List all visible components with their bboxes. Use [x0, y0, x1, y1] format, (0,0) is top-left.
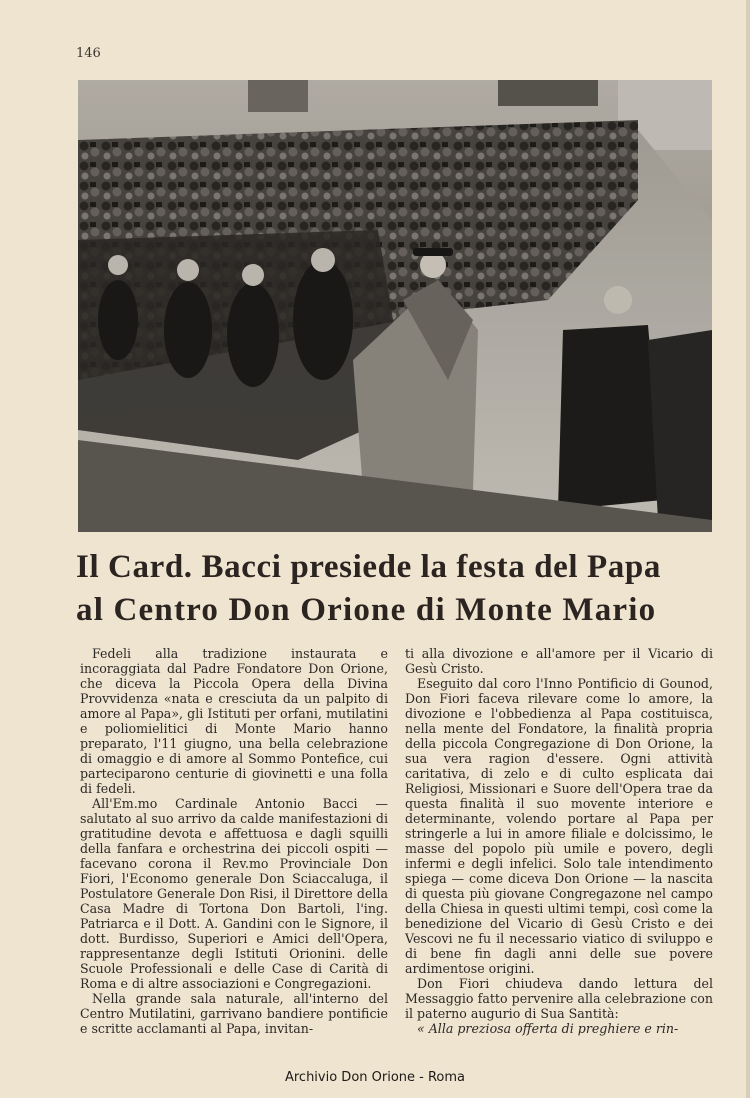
headline-line-1: Il Card. Bacci presiede la festa del Papa — [76, 549, 661, 585]
archive-footer: Archivio Don Orione - Roma — [284, 1070, 466, 1085]
headline-line-2: al Centro Don Orione di Monte Mario — [76, 592, 657, 628]
page-number: 146 — [76, 46, 101, 61]
paragraph: Fedeli alla tradizione instaurata e incoraggiata dal Padre Fondatore Don Orione, che diceva la Piccola Opera della Divina Provvidenza «nata e cresciuta da un palpito di amore al Papa», gli Istituti per orfani, mutilatini e poliomielitici di Monte Mario hanno preparato, l'11 giugno, una bella celebrazione di omaggio e di amore al Sommo Pontefice, cui parteciparono centurie di giovinetti e una folla di fedeli. — [80, 646, 388, 796]
paragraph: Don Fiori chiudeva dando lettura del Messaggio fatto pervenire alla celebrazione con il paterno augurio di Sua Santità: — [405, 976, 713, 1021]
crowd-photo-illustration — [78, 80, 712, 532]
paragraph: All'Em.mo Cardinale Antonio Bacci — salutato al suo arrivo da calde manifestazioni di gratitudine devota e affettuosa e dagli squilli della fanfara e orchestrina dei piccoli ospiti — facevano corona il Rev.mo Provinciale Don Fiori, l'Economo generale Don Sciaccaluga, il Postulatore Generale Don Risi, il Direttore della Casa Madre di Tortona Don Bartoli, l'ing. Patriarca e il Dott. A. Gandini con le Signore, il dott. Burdisso, Superiori e Amici dell'Opera, rappresentanze degli Istituti Orionini. delle Scuole Professionali e delle Case di Carità di Roma e di altre associazioni e Congregazioni. — [80, 796, 388, 991]
paragraph-continuation: ti alla divozione e all'amore per il Vicario di Gesù Cristo. — [405, 646, 713, 676]
paragraph: Nella grande sala naturale, all'interno del Centro Mutilatini, garrivano bandiere pontificie e scritte acclamanti al Papa, invitan- — [80, 991, 388, 1036]
page-edge — [746, 0, 750, 1098]
body-column-left — [80, 646, 388, 1036]
papal-message-quote: « Alla preziosa offerta di preghiere e rin- — [417, 1021, 679, 1036]
paragraph: Eseguito dal coro l'Inno Pontificio di Gounod, Don Fiori faceva rilevare come lo amore, la divozione e l'obbedienza al Papa costituisca, nella mente del Fondatore, la finalità propria della piccola Congregazione di Don Orione, la sua vera ragion d'essere. Ogni attività caritativa, di zelo e di culto esplicata dai Religiosi, Missionari e Suore dell'Opera trae da questa finalità il suo movente interiore e determinante, volendo portare al Papa per stringerle a lui in amore filiale e dolcissimo, le masse del popolo più umile e povero, degli infermi e degli infelici. Solo tale intendimento spiega — come diceva Don Orione — la nascita di questa più giovane Congregazone nel campo della Chiesa in questi ultimi tempi, così come la benedizione del Vicario di Gesù Cristo e dei Vescovi ne fu il necessario viatico di sviluppo e di bene fin dagli anni delle sue povere ardimentose origini. — [405, 676, 713, 976]
event-photo — [78, 80, 712, 532]
article-headline — [76, 549, 716, 629]
body-column-right — [405, 646, 713, 1036]
